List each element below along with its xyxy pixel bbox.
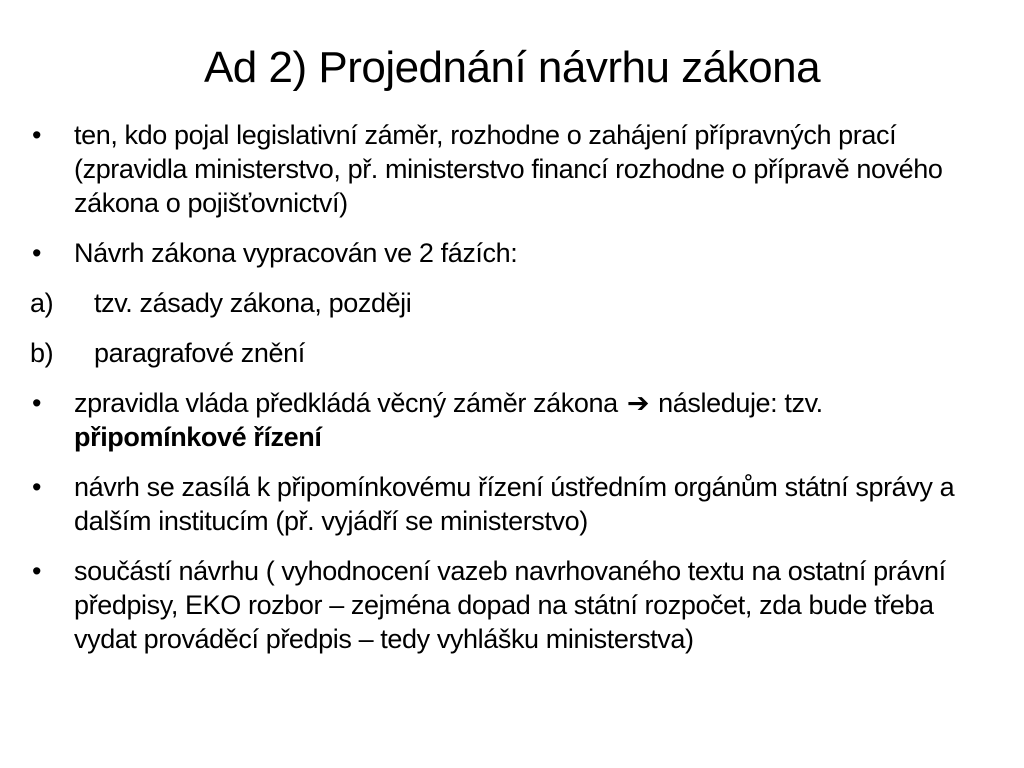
letter-marker: a) bbox=[30, 288, 54, 318]
list-item bbox=[30, 554, 990, 656]
list-item-text: návrh se zasílá k připomínkovému řízení ústředním orgánům státní správy a dalším institucím (př. vyjádří se ministerstvo) bbox=[74, 472, 955, 536]
bullet-marker: • bbox=[32, 238, 42, 268]
slide-content bbox=[30, 118, 990, 672]
list-item-bold-text: připomínkové řízení bbox=[74, 422, 322, 452]
list-item-lettered bbox=[30, 336, 990, 370]
list-item-text: tzv. zásady zákona, později bbox=[94, 288, 412, 318]
list-item bbox=[30, 470, 990, 538]
right-arrow-icon: ➔ bbox=[626, 388, 650, 418]
list-item-text: Návrh zákona vypracován ve 2 fázích: bbox=[74, 238, 518, 268]
bullet-marker: • bbox=[32, 388, 42, 418]
list-item-text-after-arrow: následuje: tzv. bbox=[658, 388, 823, 418]
list-item-text: součástí návrhu ( vyhodnocení vazeb navrhovaného textu na ostatní právní předpisy, EKO rozbor – zejména dopad na státní rozpočet, zda bude třeba vydat prováděcí předpis – tedy vyhlášku ministerstva) bbox=[74, 556, 946, 654]
list-item-text: paragrafové znění bbox=[94, 338, 305, 368]
list-item bbox=[30, 386, 990, 454]
list-item-lettered bbox=[30, 286, 990, 320]
letter-marker: b) bbox=[30, 338, 54, 368]
bullet-marker: • bbox=[32, 120, 42, 150]
list-item bbox=[30, 236, 990, 270]
list-item-text-before-arrow: zpravidla vláda předkládá věcný záměr zákona bbox=[74, 388, 618, 418]
bullet-marker: • bbox=[32, 472, 42, 502]
slide-title: Ad 2) Projednání návrhu zákona bbox=[203, 43, 821, 92]
list-item-text: ten, kdo pojal legislativní záměr, rozhodne o zahájení přípravných prací (zpravidla ministerstvo, př. ministerstvo financí rozhodne o přípravě nového zákona o pojišťovnictví) bbox=[74, 120, 943, 218]
bullet-marker: • bbox=[32, 556, 42, 586]
list-item bbox=[30, 118, 990, 220]
